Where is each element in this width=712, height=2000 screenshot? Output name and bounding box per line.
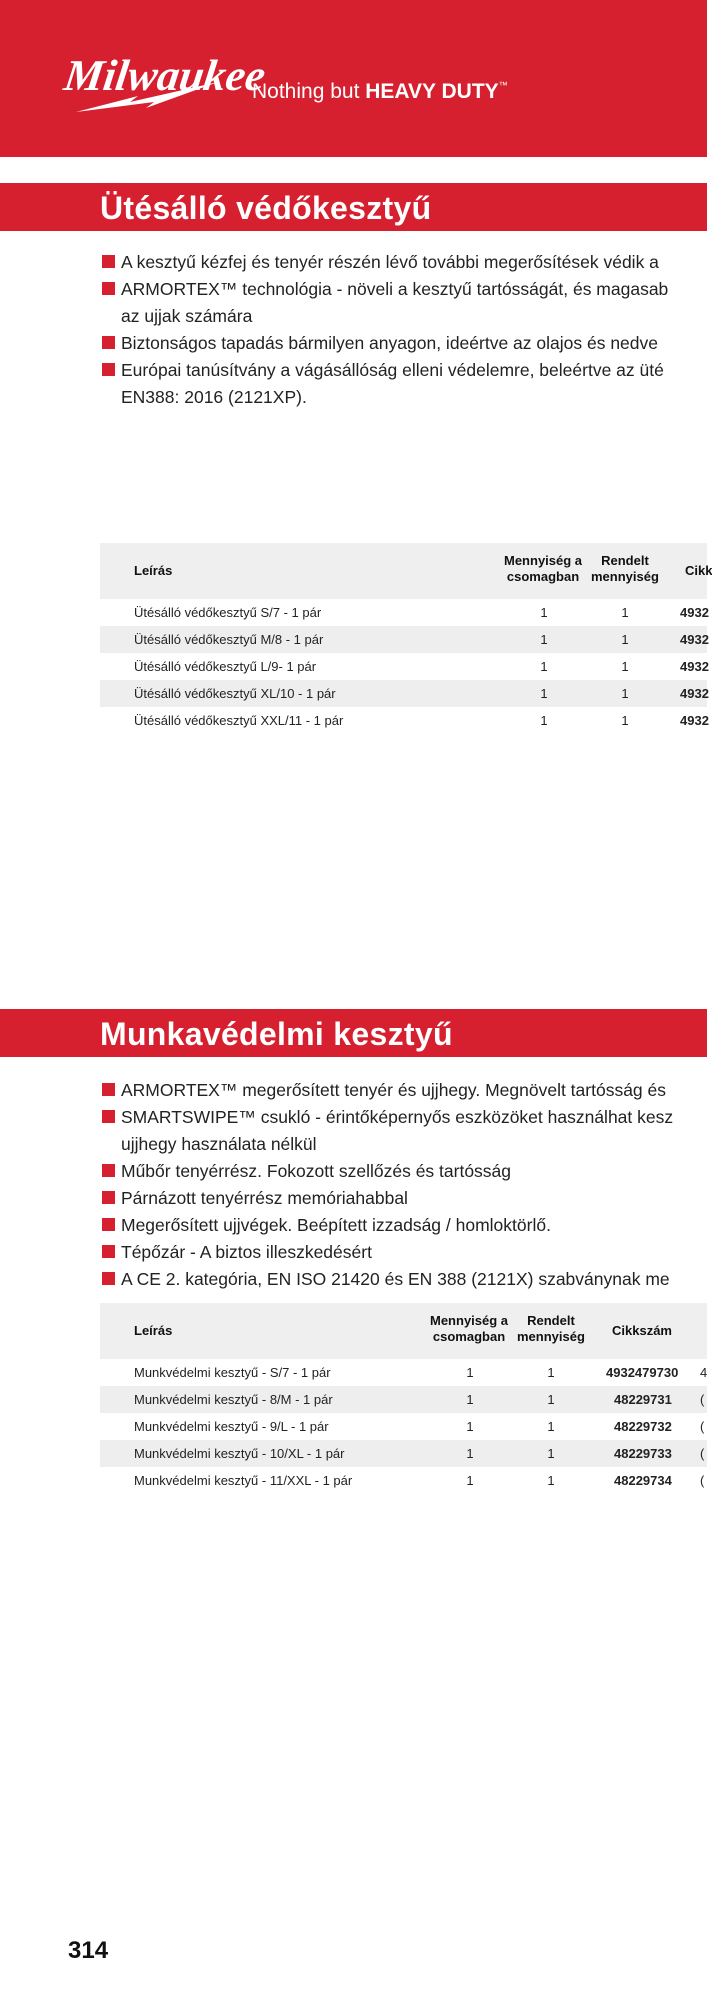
bullet-square-icon — [102, 1083, 115, 1096]
page-number: 314 — [68, 1937, 109, 1964]
section-title: Munkavédelmi kesztyű — [100, 1016, 453, 1052]
bullet-square-icon — [102, 255, 115, 268]
header-code: Cikk — [685, 563, 712, 578]
feature-list-work-gloves — [100, 1077, 707, 1293]
feature-item: ARMORTEX™ megerősített tenyér és ujjhegy. Megnövelt tartósság és — [100, 1077, 707, 1104]
bullet-square-icon — [102, 282, 115, 295]
header-description: Leírás — [134, 563, 173, 578]
bullet-square-icon — [102, 1164, 115, 1177]
table-row: Munkvédelmi kesztyű - 9/L - 1 pár 1 1 48229732 ( — [134, 1419, 705, 1434]
feature-item: Tépőzár - A biztos illeszkedésért — [100, 1239, 707, 1266]
feature-item: A kesztyű kézfej és tenyér részén lévő további megerősítések védik a — [100, 249, 707, 276]
section-title: Ütésálló védőkesztyű — [100, 190, 432, 226]
feature-item: SMARTSWIPE™ csukló - érintőképernyős eszközöket használhat kesz ujjhegy használata nélkül — [100, 1104, 707, 1158]
feature-list-impact-gloves — [100, 249, 707, 411]
header-qty-pack: Mennyiség a csomagban — [430, 1313, 509, 1344]
feature-item: Biztonságos tapadás bármilyen anyagon, ideértve az olajos és nedve — [100, 330, 707, 357]
table-header — [100, 543, 712, 599]
bullet-square-icon — [102, 1245, 115, 1258]
bullet-square-icon — [102, 1218, 115, 1231]
bullet-square-icon — [102, 336, 115, 349]
header-qty-pack: Mennyiség a csomagban — [504, 553, 583, 584]
tagline-tm: ™ — [498, 80, 508, 90]
section-band-impact-gloves — [0, 183, 707, 231]
header-ordered-qty: Rendelt mennyiség — [591, 553, 659, 584]
section-band-work-gloves — [0, 1009, 707, 1057]
header-code: Cikkszám — [612, 1323, 672, 1338]
table-row: Munkvédelmi kesztyű - 10/XL - 1 pár 1 1 48229733 ( — [100, 1440, 707, 1467]
table-row: Ütésálló védőkesztyű XXL/11 - 1 pár 1 1 4932 — [134, 713, 709, 728]
svg-text:Milwaukee: Milwaukee — [61, 51, 269, 100]
brand-header — [0, 0, 707, 157]
table-row: Munkvédelmi kesztyű - 8/M - 1 pár 1 1 48229731 ( — [100, 1386, 707, 1413]
header-ordered-qty: Rendelt mennyiség — [517, 1313, 585, 1344]
feature-item: A CE 2. kategória, EN ISO 21420 és EN 388 (2121X) szabványnak me — [100, 1266, 707, 1293]
tagline-bold: HEAVY DUTY — [365, 80, 499, 103]
product-table-work-gloves — [100, 1303, 707, 1494]
bullet-square-icon — [102, 363, 115, 376]
tagline-plain: Nothing but — [252, 80, 366, 103]
table-row: Munkvédelmi kesztyű - 11/XXL - 1 pár 1 1 48229734 ( — [134, 1473, 705, 1488]
table-row: Ütésálló védőkesztyű L/9- 1 pár 1 1 4932 — [134, 659, 709, 674]
tagline — [252, 80, 508, 104]
milwaukee-logo — [61, 38, 269, 118]
bullet-square-icon — [102, 1191, 115, 1204]
feature-item: Megerősített ujjvégek. Beépített izzadság / homloktörlő. — [100, 1212, 707, 1239]
header-description: Leírás — [134, 1323, 173, 1338]
table-row: Ütésálló védőkesztyű M/8 - 1 pár 1 1 4932 — [100, 626, 707, 653]
table-header — [100, 1303, 707, 1359]
feature-item: Párnázott tenyérrész memóriahabbal — [100, 1185, 707, 1212]
feature-item: Európai tanúsítvány a vágásállóság elleni védelemre, beleértve az üté EN388: 2016 (2121XP). — [100, 357, 707, 411]
product-table-impact-gloves — [100, 543, 712, 734]
bullet-square-icon — [102, 1110, 115, 1123]
table-row: Ütésálló védőkesztyű XL/10 - 1 pár 1 1 4932 — [100, 680, 707, 707]
table-row: Munkvédelmi kesztyű - S/7 - 1 pár 1 1 4932479730 4 — [134, 1365, 708, 1380]
table-row: Ütésálló védőkesztyű S/7 - 1 pár 1 1 4932 — [134, 605, 709, 620]
bullet-square-icon — [102, 1272, 115, 1285]
feature-item: Műbőr tenyérrész. Fokozott szellőzés és tartósság — [100, 1158, 707, 1185]
feature-item: ARMORTEX™ technológia - növeli a kesztyű tartósságát, és magasab az ujjak számára — [100, 276, 707, 330]
